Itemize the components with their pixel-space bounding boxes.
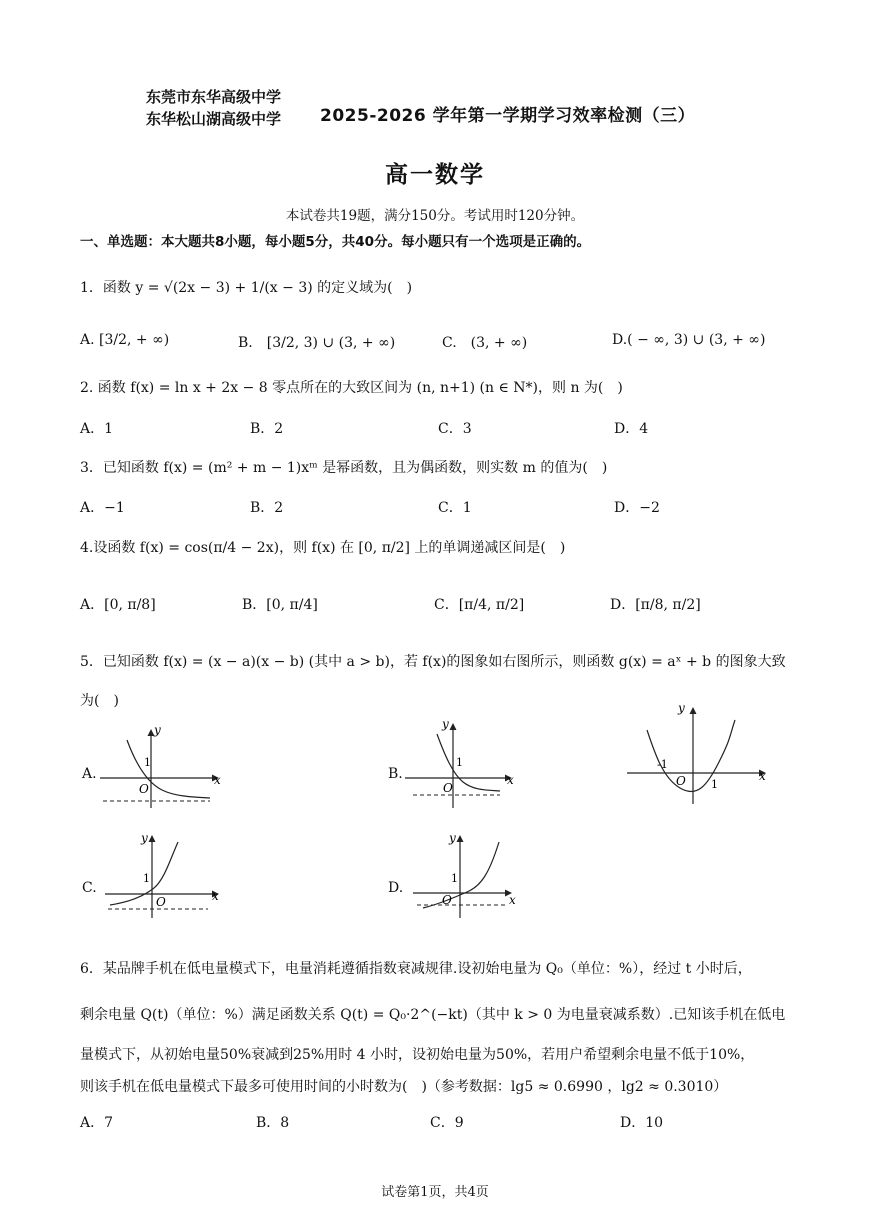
axis-x-label: x (214, 773, 221, 787)
origin-label: O (443, 781, 453, 795)
axis-y-label: y (442, 716, 449, 731)
question-5-cont: 为( ) (80, 693, 119, 709)
q5-option-d-label: D. (388, 880, 404, 896)
one-tick-label: 1 (144, 756, 151, 769)
q2-option-c: C．3 (438, 421, 472, 437)
q4-option-d: D．[π/8, π/2] (610, 597, 701, 613)
one-tick-label: 1 (143, 872, 150, 885)
q1-option-d: D.( − ∞, 3) ∪ (3, + ∞) (612, 332, 766, 348)
question-5: 5．已知函数 f(x) = (x − a)(x − b) (其中 a > b)，若 f(x)的图象如右图所示，则函数 g(x) = aˣ + b 的图象大致 (80, 654, 786, 670)
q4-option-a: A．[0, π/8] (80, 597, 156, 613)
axis-x-label: x (212, 889, 219, 903)
origin-label: O (139, 782, 149, 796)
q6-option-c: C．9 (430, 1115, 464, 1131)
question-4: 4.设函数 f(x) = cos(π/4 − 2x)，则 f(x) 在 [0, π/2] 上的单调递减区间是( ) (80, 540, 566, 556)
q1-option-a: A. [3/2, + ∞) (80, 332, 170, 348)
school-name-2: 东华松山湖高级中学 (146, 110, 282, 128)
q5-option-b-label: B. (388, 766, 403, 782)
q4-option-c: C．[π/4, π/2] (434, 597, 525, 613)
q5-graph-a (100, 722, 225, 810)
one-tick-label: 1 (456, 756, 463, 769)
q5-option-c-label: C. (82, 880, 97, 896)
axis-x-label: x (759, 769, 766, 783)
q4-option-b: B．[0, π/4] (242, 597, 318, 613)
question-6-line-2: 剩余电量 Q(t)（单位：%）满足函数关系 Q(t) = Q₀·2^(−kt)（其中 k > 0 为电量衰减系数）.已知该手机在低电 (80, 1007, 786, 1023)
one-tick-label: 1 (711, 778, 718, 791)
school-name-1: 东莞市东华高级中学 (146, 88, 282, 106)
question-2: 2. 函数 f(x) = ln x + 2x − 8 零点所在的大致区间为 (n, n+1) (n ∈ N*)，则 n 为( ) (80, 380, 623, 396)
origin-label: O (676, 774, 686, 788)
q3-option-a: A．−1 (80, 500, 125, 516)
q2-option-d: D．4 (614, 421, 649, 437)
page-footer: 试卷第1页，共4页 (381, 1185, 489, 1200)
q6-option-b: B．8 (256, 1115, 290, 1131)
section-heading: 一、单选题：本大题共8小题，每小题5分，共40分。每小题只有一个选项是正确的。 (80, 234, 591, 250)
q6-option-a: A．7 (80, 1115, 114, 1131)
q2-option-b: B．2 (250, 421, 284, 437)
q6-option-d: D．10 (620, 1115, 664, 1131)
q1-option-b: B. [3/2, 3) ∪ (3, + ∞) (238, 335, 396, 351)
q5-graph-c (100, 830, 225, 920)
neg-one-tick-label: -1 (657, 758, 668, 771)
q5-option-a-label: A. (82, 766, 97, 782)
q1-option-c: C. (3, + ∞) (442, 335, 528, 351)
q5-graph-d (405, 830, 530, 920)
axis-y-label: y (678, 702, 685, 715)
q3-option-b: B．2 (250, 500, 284, 516)
one-tick-label: 1 (451, 872, 458, 885)
question-3: 3．已知函数 f(x) = (m² + m − 1)xᵐ 是幂函数，且为偶函数，则实数 m 的值为( ) (80, 460, 608, 476)
q3-option-c: C．1 (438, 500, 472, 516)
question-1: 1．函数 y = √(2x − 3) + 1/(x − 3) 的定义域为( ) (80, 280, 413, 296)
q5-reference-graph (625, 702, 775, 806)
question-6-line-3: 量模式下，从初始电量50%衰减到25%用时 4 小时，设初始电量为50%，若用户希望剩余电量不低于10%， (80, 1047, 755, 1063)
question-6-line-4: 则该手机在低电量模式下最多可使用时间的小时数为( )（参考数据：lg5 ≈ 0.6990 ，lg2 ≈ 0.3010） (80, 1079, 728, 1095)
axis-x-label: x (509, 893, 516, 907)
q3-option-d: D．−2 (614, 500, 660, 516)
origin-label: O (156, 895, 166, 909)
axis-y-label: y (449, 830, 456, 845)
q5-graph-b (405, 716, 530, 810)
question-6-line-1: 6．某品牌手机在低电量模式下，电量消耗遵循指数衰减规律.设初始电量为 Q₀（单位：%），经过 t 小时后， (80, 961, 752, 977)
origin-label: O (442, 893, 452, 907)
axis-y-label: y (154, 722, 161, 737)
axis-x-label: x (507, 773, 514, 787)
axis-y-label: y (141, 830, 148, 845)
exam-info: 本试卷共19题，满分150分。考试用时120分钟。 (285, 208, 585, 224)
subject-title: 高一数学 (385, 162, 485, 188)
q2-option-a: A．1 (80, 421, 114, 437)
exam-title: 2025-2026 学年第一学期学习效率检测（三） (320, 106, 696, 126)
